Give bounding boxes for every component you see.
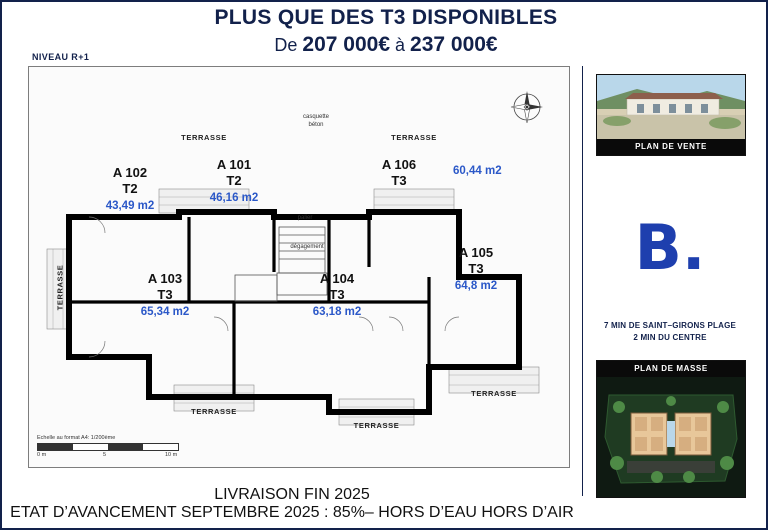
price-range bbox=[2, 33, 768, 57]
poster-footer bbox=[2, 486, 582, 522]
apartment-area-a106: 60,44 m2 bbox=[453, 165, 502, 177]
price-from: 207 000€ bbox=[302, 33, 390, 56]
site-plan-svg bbox=[597, 377, 745, 497]
apartment-a103 bbox=[115, 271, 215, 319]
apartment-type: T3 bbox=[468, 260, 484, 276]
delivery-text: LIVRAISON FIN 2025 bbox=[214, 486, 370, 503]
apartment-a106 bbox=[359, 157, 439, 189]
scale-caption: Echelle au format A4: 1/200ème bbox=[37, 435, 116, 441]
apartment-name: A 101 bbox=[216, 157, 252, 172]
terrasse-label: TERRASSE bbox=[55, 264, 65, 311]
site-plan-graphic bbox=[597, 377, 745, 497]
plan-de-vente-photo bbox=[596, 74, 746, 156]
plan-de-vente-caption: PLAN DE VENTE bbox=[597, 139, 745, 155]
terrasse-label: TERRASSE bbox=[181, 133, 227, 142]
apartment-a101 bbox=[189, 157, 279, 205]
plan-de-masse-caption: PLAN DE MASSE bbox=[634, 364, 708, 373]
building-photo bbox=[597, 75, 745, 139]
level-label: NIVEAU R+1 bbox=[32, 52, 90, 62]
apartment-area: 46,16 m2 bbox=[209, 191, 259, 204]
stair-label: palier bbox=[297, 215, 313, 221]
terrasse-label: TERRASSE bbox=[391, 133, 437, 142]
apartment-area: 43,49 m2 bbox=[105, 199, 155, 212]
apartment-type: T2 bbox=[226, 172, 242, 188]
apartment-name: A 102 bbox=[112, 165, 148, 180]
terrasse-label: TERRASSE bbox=[353, 421, 400, 430]
apartment-name: A 104 bbox=[319, 271, 355, 286]
apartment-area: 65,34 m2 bbox=[140, 305, 190, 318]
apartment-name: A 103 bbox=[147, 271, 183, 286]
status-text: ETAT D’AVANCEMENT SEPTEMBRE 2025 : 85%– HORS D’EAU HORS D’AIR bbox=[10, 504, 574, 521]
scale-tick-mid: 5 bbox=[103, 452, 107, 458]
page-title: PLUS QUE DES T3 DISPONIBLES bbox=[214, 6, 558, 29]
apartment-area: 63,18 m2 bbox=[312, 305, 362, 318]
apartment-a105 bbox=[431, 245, 521, 293]
terrasse-label: TERRASSE bbox=[471, 389, 517, 398]
column-divider bbox=[582, 66, 583, 496]
floor-plan bbox=[28, 66, 570, 468]
apartment-a102 bbox=[85, 165, 175, 213]
apartment-name: A 106 bbox=[381, 157, 417, 172]
tagline-line-2: 2 MIN DU CENTRE bbox=[633, 333, 707, 342]
scale-bar-graphic bbox=[37, 443, 179, 451]
hall-label: dégagement bbox=[290, 244, 324, 250]
apartment-area: 64,8 m2 bbox=[454, 279, 498, 292]
scale-ticks bbox=[37, 451, 187, 461]
building-photo-graphic bbox=[597, 75, 745, 139]
plan-de-masse-box bbox=[596, 360, 746, 498]
apartment-type: T2 bbox=[122, 180, 138, 196]
apartment-name: A 105 bbox=[458, 245, 494, 260]
terrasse-label: TERRASSE bbox=[191, 407, 237, 416]
brand-tagline bbox=[596, 320, 744, 344]
poster-header bbox=[2, 6, 768, 57]
scale-tick-end: 10 m bbox=[165, 452, 178, 458]
apartment-type: T3 bbox=[391, 172, 407, 188]
scale-tick-0: 0 m bbox=[37, 452, 47, 458]
price-prefix: De bbox=[274, 35, 303, 55]
price-mid: à bbox=[390, 35, 411, 55]
apartment-a104 bbox=[287, 271, 387, 319]
scale-bar bbox=[37, 435, 197, 461]
apartment-type: T3 bbox=[329, 286, 345, 302]
apartment-type: T3 bbox=[157, 286, 173, 302]
price-to: 237 000€ bbox=[410, 33, 498, 56]
tagline-line-1: 7 MIN DE SAINT–GIRONS PLAGE bbox=[603, 321, 737, 330]
brand-logo: B. bbox=[634, 211, 706, 284]
casquette-note: casquette béton bbox=[302, 114, 330, 128]
